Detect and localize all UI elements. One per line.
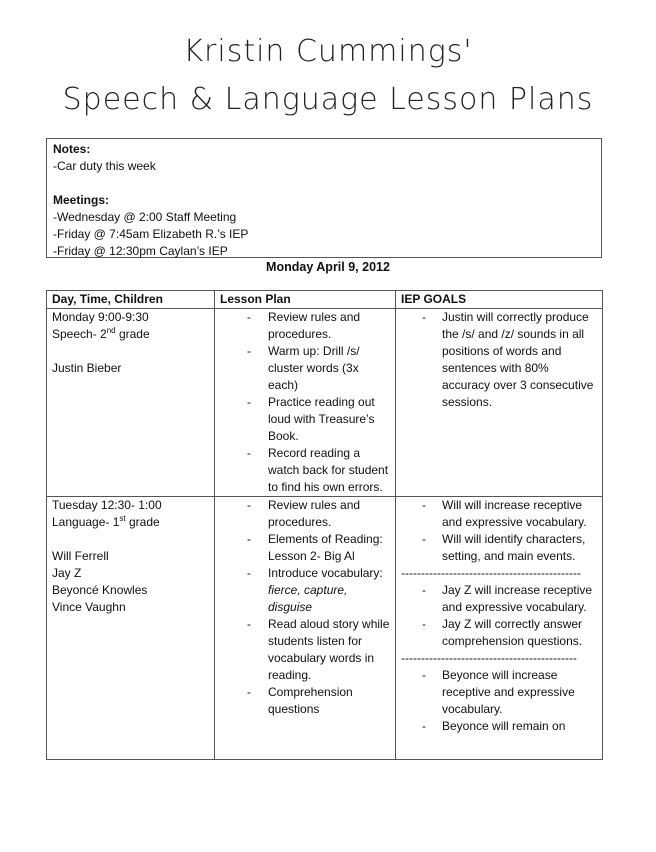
table-row xyxy=(47,309,603,497)
group-suffix: grade xyxy=(125,515,160,529)
group-suffix: grade xyxy=(115,327,150,341)
goals-cell xyxy=(396,497,603,760)
table-row xyxy=(47,497,603,760)
notes-item: -Car duty this week xyxy=(53,159,156,173)
meeting-item: -Friday @ 7:45am Elizabeth R.’s IEP xyxy=(53,227,249,241)
table-header-row xyxy=(47,291,603,309)
goal-item: - Justin will correctly produce the /s/ and /z/ sounds in all positions of words and sentences with 80% accuracy over 3 consecutive sessions. xyxy=(401,309,597,411)
child-name: Beyoncé Knowles xyxy=(52,583,148,597)
lesson-plan-table xyxy=(46,290,603,760)
child-name: Jay Z xyxy=(52,566,82,580)
lesson-item: - Comprehension questions xyxy=(220,684,390,718)
meeting-item: -Friday @ 12:30pm Caylan’s IEP xyxy=(53,244,228,258)
lesson-item: - Record reading a watch back for student to find his own errors. xyxy=(220,445,390,496)
lesson-item: - Review rules and procedures. xyxy=(220,497,390,531)
child-name: Will Ferrell xyxy=(52,549,109,563)
notes-label: Notes: xyxy=(53,142,91,156)
session-time: Monday 9:00-9:30 xyxy=(52,310,149,324)
column-header-goals: IEP GOALS xyxy=(396,291,603,309)
lesson-cell xyxy=(215,309,396,497)
document-subtitle: Speech & Language Lesson Plans xyxy=(62,82,594,117)
session-cell xyxy=(47,497,215,760)
group-prefix: Language- 1 xyxy=(52,515,120,529)
goal-separator: -------------------------------------------- xyxy=(401,651,577,665)
notes-box xyxy=(46,138,602,258)
session-time: Tuesday 12:30- 1:00 xyxy=(52,498,162,512)
goal-separator: --------------------------------------------- xyxy=(401,566,581,580)
session-cell xyxy=(47,309,215,497)
meeting-item: -Wednesday @ 2:00 Staff Meeting xyxy=(53,210,237,224)
lesson-date: Monday April 9, 2012 xyxy=(266,260,390,274)
meetings-label: Meetings: xyxy=(53,193,110,207)
lesson-item: - Read aloud story while students listen for vocabulary words in reading. xyxy=(220,616,390,684)
child-name: Justin Bieber xyxy=(52,361,122,375)
child-name: Vince Vaughn xyxy=(52,600,126,614)
column-header-day: Day, Time, Children xyxy=(47,291,215,309)
lesson-item: - Review rules and procedures. xyxy=(220,309,390,343)
goal-item: - Beyonce will increase receptive and expressive vocabulary. xyxy=(401,667,597,718)
goal-item: - Will will increase receptive and expressive vocabulary. xyxy=(401,497,597,531)
goal-item: - Jay Z will increase receptive and expressive vocabulary. xyxy=(401,582,597,616)
session-group xyxy=(52,514,209,531)
lesson-item: - Warm up: Drill /s/ cluster words (3x each) xyxy=(220,343,390,394)
group-superscript: nd xyxy=(106,326,116,335)
goal-item: - Beyonce will remain on xyxy=(401,718,597,735)
column-header-lesson: Lesson Plan xyxy=(215,291,396,309)
goal-item: - Will will identify characters, setting, and main events. xyxy=(401,531,597,565)
goal-item: - Jay Z will correctly answer comprehension questions. xyxy=(401,616,597,650)
vocab-words: fierce, capture, disguise xyxy=(268,583,348,614)
group-superscript: st xyxy=(119,514,126,523)
goals-cell xyxy=(396,309,603,497)
lesson-item: - Practice reading out loud with Treasure’s Book. xyxy=(220,394,390,445)
session-group xyxy=(52,326,209,343)
lesson-cell xyxy=(215,497,396,760)
vocab-intro: Introduce vocabulary: xyxy=(268,566,383,580)
group-prefix: Speech- 2 xyxy=(52,327,107,341)
lesson-item: - Elements of Reading: Lesson 2- Big Al xyxy=(220,531,390,565)
document-title: Kristin Cummings' xyxy=(183,34,473,69)
lesson-item-vocab xyxy=(220,565,390,616)
